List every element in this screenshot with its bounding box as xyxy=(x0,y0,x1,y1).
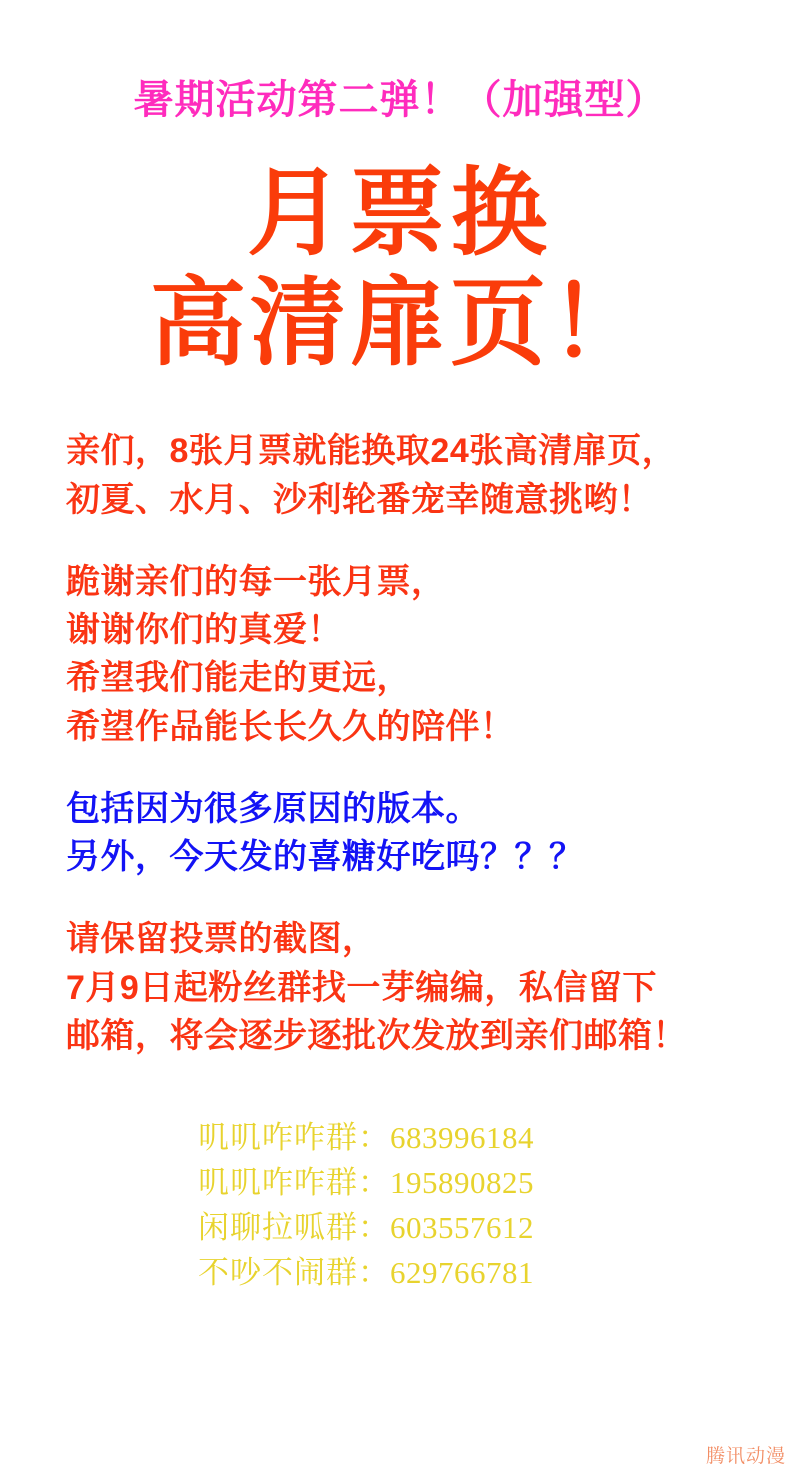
qq-group-label: 叽叽咋咋群： xyxy=(198,1165,390,1201)
paragraph-2-line-3: 希望我们能走的更远， xyxy=(66,659,411,698)
paragraph-spacer xyxy=(66,524,760,558)
qq-group-label: 不吵不闹群： xyxy=(198,1255,390,1291)
paragraph-3 xyxy=(66,785,760,882)
qq-group-label: 叽叽咋咋群： xyxy=(198,1120,390,1156)
paragraph-3-line-2: 另外，今天发的喜糖好吃吗？？？ xyxy=(66,838,584,877)
paragraph-1-line-1: 亲们，8张月票就能换取24张高清扉页， xyxy=(66,432,677,471)
qq-group-row xyxy=(198,1116,800,1161)
paragraph-spacer xyxy=(66,881,760,915)
qq-group-list xyxy=(0,1116,800,1296)
paragraph-2-line-2: 谢谢你们的真爱！ xyxy=(66,611,342,650)
qq-group-number: 629766781 xyxy=(390,1255,534,1291)
paragraph-4 xyxy=(66,915,760,1060)
paragraph-4-line-3: 邮箱，将会逐步逐批次发放到亲们邮箱！ xyxy=(66,1017,687,1055)
qq-group-label: 闲聊拉呱群： xyxy=(198,1210,390,1246)
paragraph-1 xyxy=(66,427,760,524)
paragraph-3-line-1: 包括因为很多原因的版本。 xyxy=(66,789,480,828)
paragraph-4-line-1: 请保留投票的截图， xyxy=(66,920,377,959)
main-title xyxy=(0,162,800,375)
paragraph-2 xyxy=(66,558,760,751)
paragraph-2-line-1: 跪谢亲们的每一张月票， xyxy=(66,562,446,601)
main-title-line-1: 月票换 xyxy=(247,160,553,267)
paragraph-4-line-2: 7月9日起粉丝群找一芽编编，私信留下 xyxy=(66,968,657,1007)
watermark-logo: 腾讯动漫 xyxy=(705,1446,786,1467)
promo-banner-text: 暑期活动第二弹！（加强型） xyxy=(133,78,667,122)
body-text-block xyxy=(0,427,800,1060)
main-title-line-2: 高清扉页！ xyxy=(150,269,650,377)
qq-group-number: 603557612 xyxy=(390,1210,534,1246)
qq-group-row xyxy=(198,1206,800,1251)
paragraph-1-line-2: 初夏、水月、沙利轮番宠幸随意挑哟！ xyxy=(66,480,653,519)
qq-group-number: 195890825 xyxy=(390,1165,534,1201)
paragraph-2-line-4: 希望作品能长长久久的陪伴！ xyxy=(66,707,515,746)
qq-group-number: 683996184 xyxy=(390,1120,534,1156)
qq-group-row xyxy=(198,1161,800,1206)
qq-group-row xyxy=(198,1251,800,1296)
paragraph-spacer xyxy=(66,751,760,785)
